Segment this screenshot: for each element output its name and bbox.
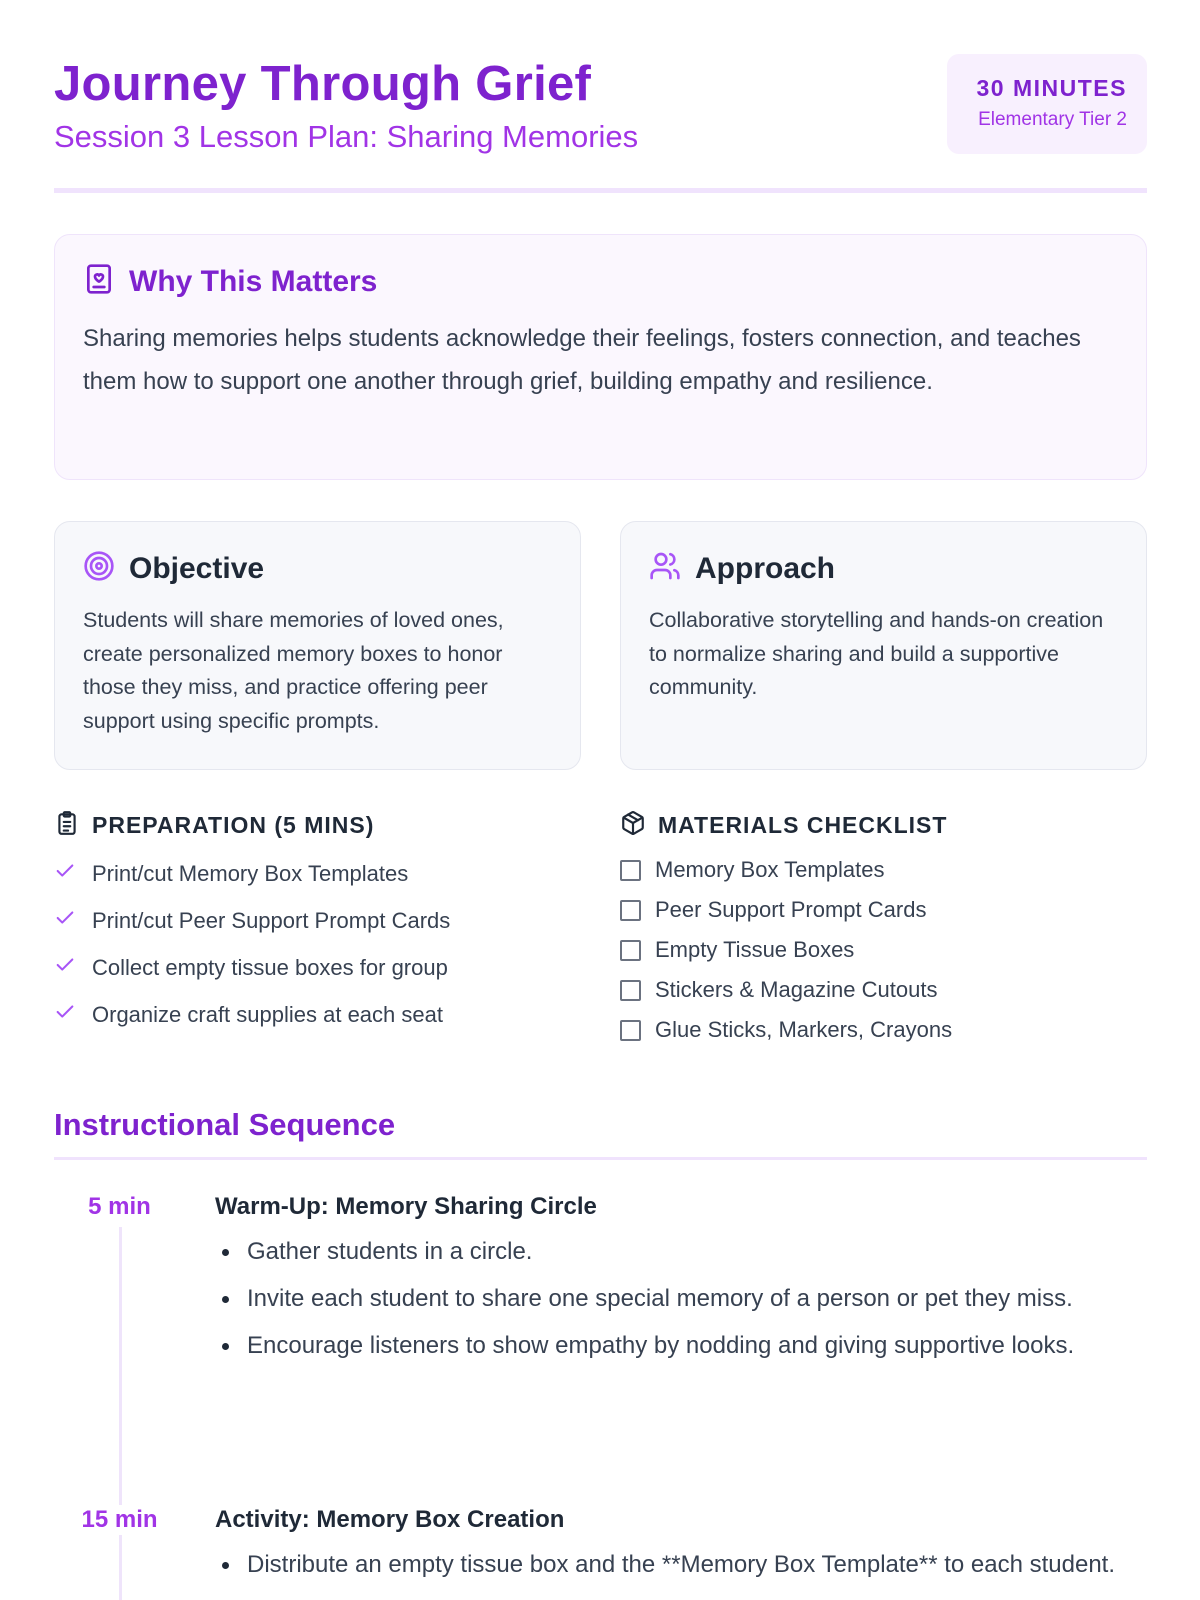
- material-label: Empty Tissue Boxes: [655, 937, 855, 962]
- step-bullets: [215, 1232, 1145, 1373]
- preparation-section: [54, 810, 594, 1038]
- check-icon: [54, 907, 76, 935]
- sequence-divider: [54, 1157, 1147, 1160]
- prep-item: [54, 944, 594, 991]
- approach-title: Approach: [695, 551, 836, 585]
- material-item[interactable]: [620, 930, 1147, 970]
- why-text: Sharing memories helps students acknowledge their feelings, fosters connection, and teaches them how to support one another through grief, building empathy and resilience.: [83, 325, 1081, 395]
- material-label: Glue Sticks, Markers, Crayons: [655, 1017, 953, 1042]
- lesson-plan-page: [54, 0, 1147, 1578]
- step-bullet: Invite each student to share one special memory of a person or pet they miss.: [215, 1279, 1145, 1319]
- material-checkbox[interactable]: [620, 940, 641, 961]
- target-icon: [83, 550, 115, 587]
- check-icon: [54, 954, 76, 982]
- material-item[interactable]: [620, 1010, 1147, 1050]
- why-title: Why This Matters: [129, 264, 378, 298]
- timeline-line: [119, 1227, 122, 1600]
- duration-label: 30 MINUTES: [976, 75, 1127, 101]
- check-icon: [54, 1001, 76, 1029]
- page-subtitle: Session 3 Lesson Plan: Sharing Memories: [54, 119, 639, 154]
- check-icon: [54, 860, 76, 888]
- material-label: Memory Box Templates: [655, 857, 885, 882]
- why-this-matters-card: [54, 234, 1147, 480]
- clipboard-icon: [54, 810, 80, 841]
- prep-item: [54, 850, 594, 897]
- prep-item-label: Print/cut Memory Box Templates: [92, 860, 409, 886]
- objective-card: [54, 521, 581, 770]
- material-item[interactable]: [620, 970, 1147, 1010]
- package-icon: [620, 810, 646, 841]
- duration-badge: [947, 54, 1147, 154]
- users-icon: [649, 550, 681, 587]
- prep-item: [54, 991, 594, 1038]
- prep-item-label: Organize craft supplies at each seat: [92, 1001, 443, 1027]
- material-label: Peer Support Prompt Cards: [655, 897, 927, 922]
- material-checkbox[interactable]: [620, 860, 641, 881]
- material-checkbox[interactable]: [620, 980, 641, 1001]
- page-title: Journey Through Grief: [54, 57, 592, 111]
- step-bullet: Encourage listeners to show empathy by nodding and giving supportive looks.: [215, 1326, 1145, 1366]
- tier-label: Elementary Tier 2: [978, 109, 1127, 130]
- step-title: Activity: Memory Box Creation: [215, 1506, 565, 1533]
- material-item[interactable]: [620, 890, 1147, 930]
- sequence-title: Instructional Sequence: [54, 1107, 396, 1142]
- objective-text: Students will share memories of loved ones, create personalized memory boxes to honor those they miss, and practice offering peer support using specific prompts.: [83, 608, 504, 733]
- objective-title: Objective: [129, 551, 265, 585]
- prep-item-label: Collect empty tissue boxes for group: [92, 954, 448, 980]
- step-bullets: [215, 1545, 1145, 1592]
- material-label: Stickers & Magazine Cutouts: [655, 977, 938, 1002]
- material-checkbox[interactable]: [620, 900, 641, 921]
- memory-book-icon: [83, 263, 115, 300]
- approach-card: [620, 521, 1147, 770]
- materials-section: [620, 810, 1147, 1050]
- prep-item: [54, 897, 594, 944]
- step-bullet: Gather students in a circle.: [215, 1232, 1145, 1272]
- material-checkbox[interactable]: [620, 1020, 641, 1041]
- step-time: 15 min: [54, 1505, 185, 1535]
- preparation-title: PREPARATION (5 MINS): [92, 811, 375, 838]
- step-time: 5 min: [54, 1192, 185, 1222]
- step-title: Warm-Up: Memory Sharing Circle: [215, 1193, 597, 1220]
- page-header: [54, 0, 1147, 193]
- step-bullet: Distribute an empty tissue box and the **Memory Box Template** to each student.: [215, 1545, 1145, 1585]
- approach-text: Collaborative storytelling and hands-on creation to normalize sharing and build a supportive community.: [649, 608, 1104, 699]
- prep-item-label: Print/cut Peer Support Prompt Cards: [92, 907, 451, 933]
- material-item[interactable]: [620, 850, 1147, 890]
- materials-title: MATERIALS CHECKLIST: [658, 811, 948, 838]
